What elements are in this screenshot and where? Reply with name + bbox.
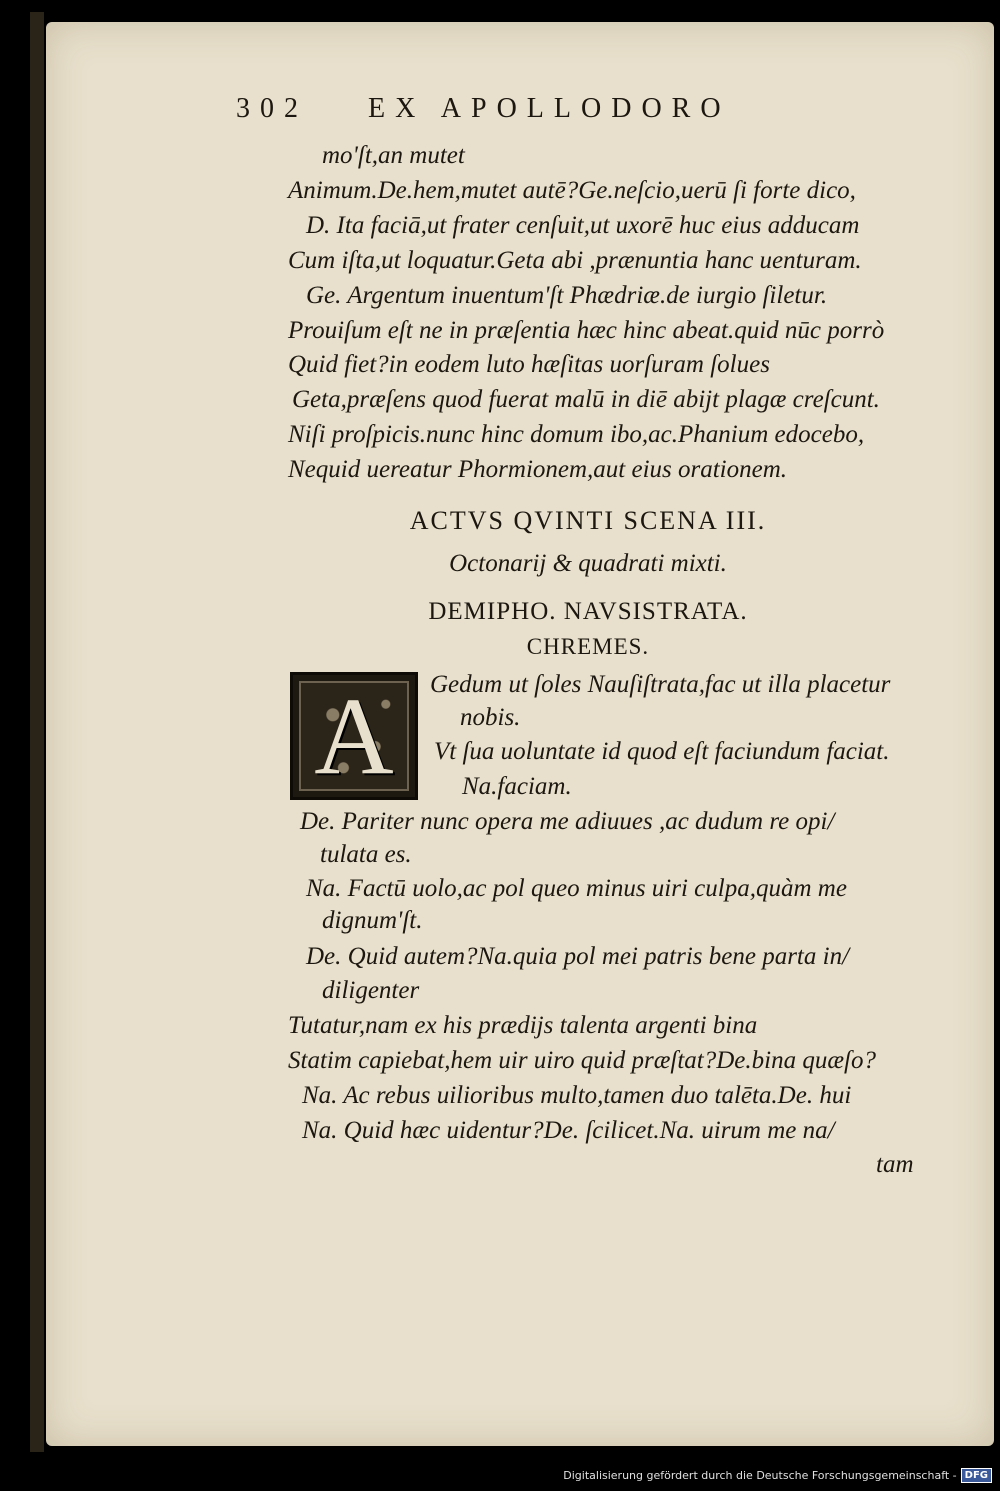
book-edge xyxy=(30,12,44,1452)
catchword: tam xyxy=(876,1151,914,1178)
decorated-initial xyxy=(290,672,418,800)
text-line: Na. Factū uolo,ac pol queo minus uiri culpa,quàm me xyxy=(306,875,847,902)
text-line: Quid fiet?in eodem luto hæſitas uorſuram ſolues xyxy=(288,351,770,378)
page-number: 302 xyxy=(236,93,308,124)
text-line: De. Pariter nunc opera me adiuues ,ac dudum re opi/ xyxy=(300,808,835,835)
text-line: Vt ſua uoluntate id quod eſt faciundum faciat. xyxy=(434,738,890,765)
text-line: Tutatur,nam ex his prædijs talenta argenti bina xyxy=(288,1012,758,1039)
text-line: Na.faciam. xyxy=(462,773,572,800)
text-line: Gedum ut ſoles Nauſiſtrata,fac ut illa placetur xyxy=(430,671,891,698)
text-line: mo'ſt,an mutet xyxy=(322,142,465,169)
text-line: Ge. Argentum inuentum'ſt Phædriæ.de iurgio ſiletur. xyxy=(306,282,828,309)
text-line: diligenter xyxy=(322,977,420,1004)
text-line: De. Quid autem?Na.quia pol mei patris bene parta in/ xyxy=(306,943,850,970)
footer-text: Digitalisierung gefördert durch die Deutsche Forschungsgemeinschaft - xyxy=(563,1469,957,1482)
text-line: Animum.De.hem,mutet autē?Ge.neſcio,uerū ſi forte dico, xyxy=(288,177,856,204)
text-line: Statim capiebat,hem uir uiro quid præſtat?De.bina quæſo? xyxy=(288,1047,876,1074)
text-line: D. Ita faciā,ut frater cenſuit,ut uxorē huc eius adducam xyxy=(306,212,860,239)
text-line: nobis. xyxy=(460,704,521,731)
text-line: tulata es. xyxy=(320,841,412,868)
characters-line: CHREMES. xyxy=(526,634,650,659)
text-line: Na. Quid hæc uidentur?De. ſcilicet.Na. uirum me na/ xyxy=(302,1117,835,1144)
text-line: Cum iſta,ut loquatur.Geta abi ,prænuntia hanc uenturam. xyxy=(288,247,862,274)
running-title: EX APOLLODORO xyxy=(368,93,731,124)
text-line: Geta,præſens quod fuerat malū in diē abijt plagæ creſcunt. xyxy=(292,386,880,413)
text-line: Prouiſum eſt ne in præſentia hæc hinc abeat.quid nūc porrò xyxy=(288,317,885,344)
initial-letter: A xyxy=(314,674,394,797)
scene-heading: ACTVS QVINTI SCENA III. xyxy=(409,506,767,535)
footer xyxy=(563,1468,992,1483)
text-line: dignum'ſt. xyxy=(322,907,423,934)
dfg-logo-icon: DFG xyxy=(961,1468,992,1483)
meter-note: Octonarij & quadrati mixti. xyxy=(449,550,727,577)
text-line: Na. Ac rebus uilioribus multo,tamen duo talēta.De. hui xyxy=(302,1082,852,1109)
characters-line: DEMIPHO. NAVSISTRATA. xyxy=(428,598,748,625)
text-line: Niſi proſpicis.nunc hinc domum ibo,ac.Phanium edocebo, xyxy=(288,421,865,448)
text-line: Nequid uereatur Phormionem,aut eius orationem. xyxy=(288,456,788,483)
